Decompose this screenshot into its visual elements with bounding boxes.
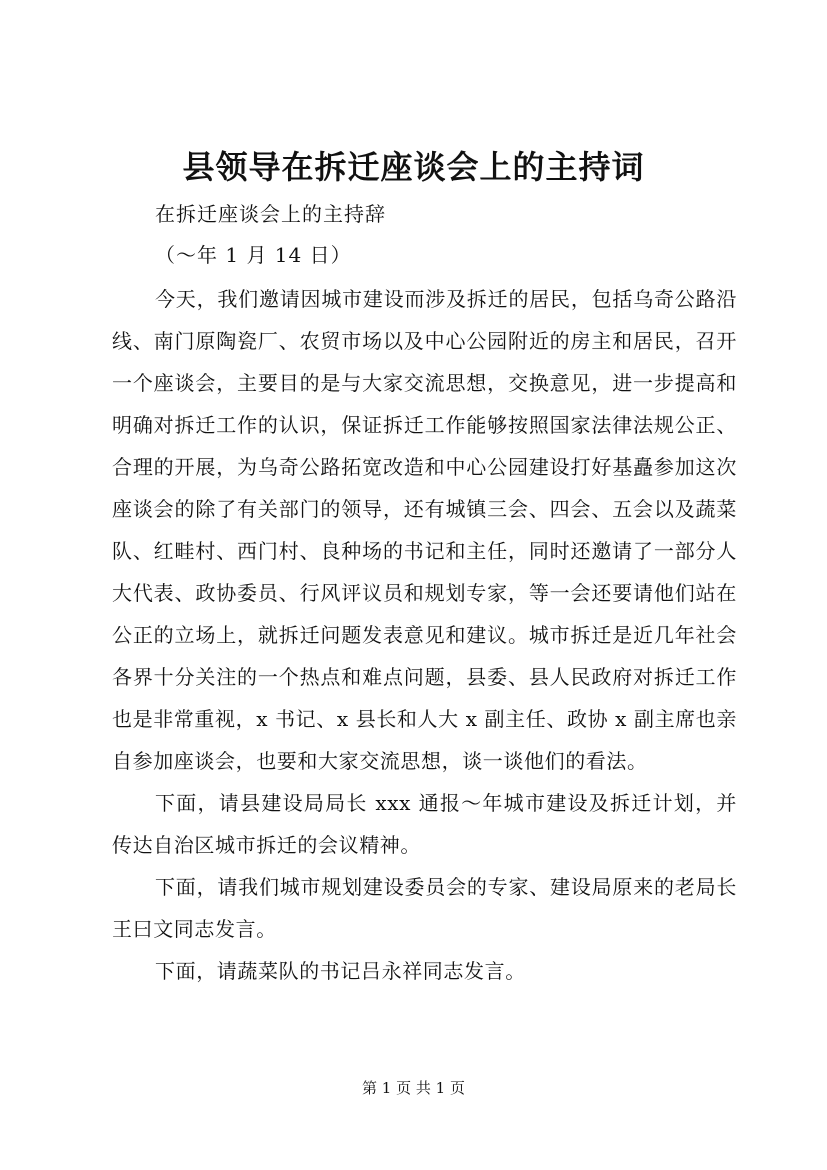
paragraph-expert-speech: 下面，请我们城市规划建设委员会的专家、建设局原来的老局长王曰文同志发言。 [112, 875, 737, 941]
paragraph-secretary-speech: 下面，请蔬菜队的书记吕永祥同志发言。 [155, 959, 526, 983]
document-title: 县领导在拆迁座谈会上的主持词 [182, 148, 645, 186]
page-number-footer: 第 1 页 共 1 页 [362, 1079, 465, 1097]
document-body [112, 278, 737, 992]
paragraph-construction-report: 下面，请县建设局局长 xxx 通报～年城市建设及拆迁计划，并传达自治区城市拆迁的会议精神。 [112, 791, 737, 857]
paragraph-opening: 今天，我们邀请因城市建设而涉及拆迁的居民，包括乌奇公路沿线、南门原陶瓷厂、农贸市场以及中心公园附近的房主和居民，召开一个座谈会，主要目的是与大家交流思想，交换意见，进一步提高和明确对拆迁工作的认识，保证拆迁工作能够按照国家法律法规公正、合理的开展，为乌奇公路拓宽改造和中心公园建设打好基矗参加这次座谈会的除了有关部门的领导，还有城镇三会、四会、五会以及蔬菜队、红畦村、西门村、良种场的书记和主任，同时还邀请了一部分人大代表、政协委员、行风评议员和规划专家，等一会还要请他们站在公正的立场上，就拆迁问题发表意见和建议。城市拆迁是近几年社会各界十分关注的一个热点和难点问题，县委、县人民政府对拆迁工作也是非常重视，x 书记、x 县长和人大 x 副主任、政协 x 副主席也亲自参加座谈会，也要和大家交流思想，谈一谈他们的看法。 [112, 287, 737, 773]
document-subtitle: 在拆迁座谈会上的主持辞 [155, 202, 386, 226]
document-date: （～年 1 月 14 日） [155, 243, 352, 267]
